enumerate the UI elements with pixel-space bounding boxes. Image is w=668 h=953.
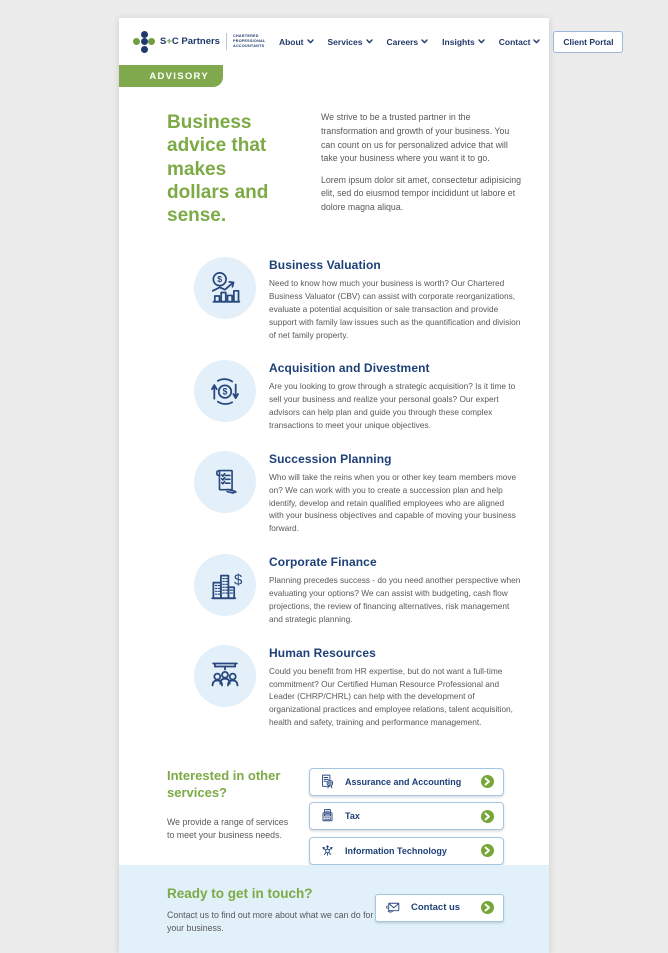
checklist-pencil-icon: [194, 451, 256, 513]
service-row-human-resources: [119, 645, 549, 729]
contact-copy: [167, 886, 375, 935]
service-description: Are you looking to grow through a strategic acquisition? Is it time to sell your business and realize your personal goals? Our expert advisors can help plan and guide you through these complex transactions to meet your unique objectives.: [269, 381, 516, 431]
arrow-right-icon: [481, 844, 494, 857]
nav-item-about[interactable]: About: [279, 37, 314, 47]
people-group-icon: [194, 645, 256, 707]
contact-heading: Ready to get in touch?: [167, 885, 313, 901]
other-services-description: We provide a range of services to meet your business needs.: [167, 816, 289, 840]
brand-dots-icon: [133, 31, 155, 53]
contact-button-label: Contact us: [411, 902, 461, 914]
svg-text:$: $: [216, 273, 222, 284]
hero-heading: Business advice that makes dollars and sense.: [167, 112, 269, 226]
service-title: Corporate Finance: [269, 555, 377, 570]
bar-chart-coin-growth-icon: [194, 257, 256, 319]
site-header: [119, 18, 614, 61]
page-banner: ADVISORY: [119, 65, 223, 87]
service-row-corporate-finance: [119, 554, 549, 625]
link-card-label: Assurance and Accounting: [345, 776, 462, 787]
chevron-down-icon: [421, 39, 428, 44]
brand-logo[interactable]: [133, 29, 265, 54]
buildings-dollar-icon: [194, 554, 256, 616]
dollar-cycle-arrows-icon: [194, 360, 256, 422]
arrow-right-icon: [481, 775, 494, 788]
services-list: [119, 257, 549, 748]
contact-cta-section: [119, 865, 549, 953]
client-portal-button[interactable]: Client Portal: [553, 31, 623, 53]
hero-paragraph-1: We strive to be a trusted partner in the transformation and growth of your business. You can count on us for personalized advice that will take your business where you want it to go.: [321, 112, 510, 164]
nav-item-insights[interactable]: Insights: [442, 37, 485, 47]
svg-text:$: $: [222, 387, 228, 398]
document-seal-icon: [319, 773, 336, 790]
service-row-acquisition-divestment: [119, 360, 549, 431]
main-nav: [265, 31, 624, 53]
arrow-right-icon: [481, 810, 494, 823]
nav-item-contact[interactable]: Contact: [499, 37, 541, 47]
link-card-assurance-accounting[interactable]: [309, 768, 504, 796]
service-row-succession-planning: [119, 451, 549, 535]
service-row-business-valuation: [119, 257, 549, 341]
service-description: Need to know how much your business is worth? Our Chartered Business Valuator (CBV) can assist with corporate reorganizations, evaluate a potential acquisition or sale transaction and provide support with family law issues such as the quantification and division of net family property.: [269, 278, 521, 340]
chevron-down-icon: [307, 39, 314, 44]
service-title: Human Resources: [269, 645, 376, 660]
link-card-tax[interactable]: [309, 802, 504, 830]
chevron-down-icon: [533, 39, 540, 44]
contact-description: Contact us to find out more about what we can do for your business.: [167, 909, 374, 934]
svg-text:$: $: [233, 571, 242, 589]
chevron-down-icon: [478, 39, 485, 44]
link-card-information-technology[interactable]: [309, 837, 504, 865]
hero-section: [167, 111, 521, 227]
hero-paragraph-2: Lorem ipsum dolor sit amet, consectetur adipisicing elit, sed do eiusmod tempor incididunt ut labore et dolore magna aliqua.: [321, 174, 521, 213]
service-description: Planning precedes success - do you need another perspective when evaluating your options? We can assist with budgeting, cash flow projections, the review of financing alternatives, risk management and strategic planning.: [269, 575, 521, 624]
brand-divider: [226, 33, 227, 50]
service-description: Who will take the reins when you or other key team members move on? We can work with you to create a succession plan and help identify, develop and retain qualified employees who are aligned with your business objectives and capable of moving your business forward.: [269, 471, 517, 534]
envelope-icon: [385, 899, 402, 916]
calculator-icon: [319, 808, 336, 825]
link-card-label: Tax: [345, 811, 360, 822]
service-description: Could you benefit from HR expertise, but do not want a full-time commitment? Our Certified Human Resource Professional and Leader (CHRP/CHRL) can help with the development of organizational practices and employee relations, talent acquisition, health and safety, training and performance management.: [269, 665, 513, 728]
other-services-section: [167, 768, 504, 865]
link-card-label: Information Technology: [345, 845, 447, 856]
arrow-right-icon: [481, 901, 494, 914]
hero-copy: [321, 111, 521, 227]
service-title: Acquisition and Divestment: [269, 361, 430, 376]
brand-tagline: CHARTERED PROFESSIONAL ACCOUNTANTS: [232, 34, 266, 49]
chevron-down-icon: [366, 39, 373, 44]
service-title: Succession Planning: [269, 451, 392, 466]
nav-item-careers[interactable]: Careers: [387, 37, 429, 47]
page-card: [119, 18, 614, 953]
other-services-copy: [167, 768, 291, 865]
brand-name: S+C Partners: [160, 36, 220, 48]
service-title: Business Valuation: [269, 258, 381, 273]
other-services-links: [309, 768, 504, 865]
contact-us-button[interactable]: [375, 894, 504, 922]
nav-item-services[interactable]: Services: [328, 37, 373, 47]
network-hub-icon: [319, 842, 336, 859]
other-services-heading: Interested in other services?: [167, 767, 281, 800]
